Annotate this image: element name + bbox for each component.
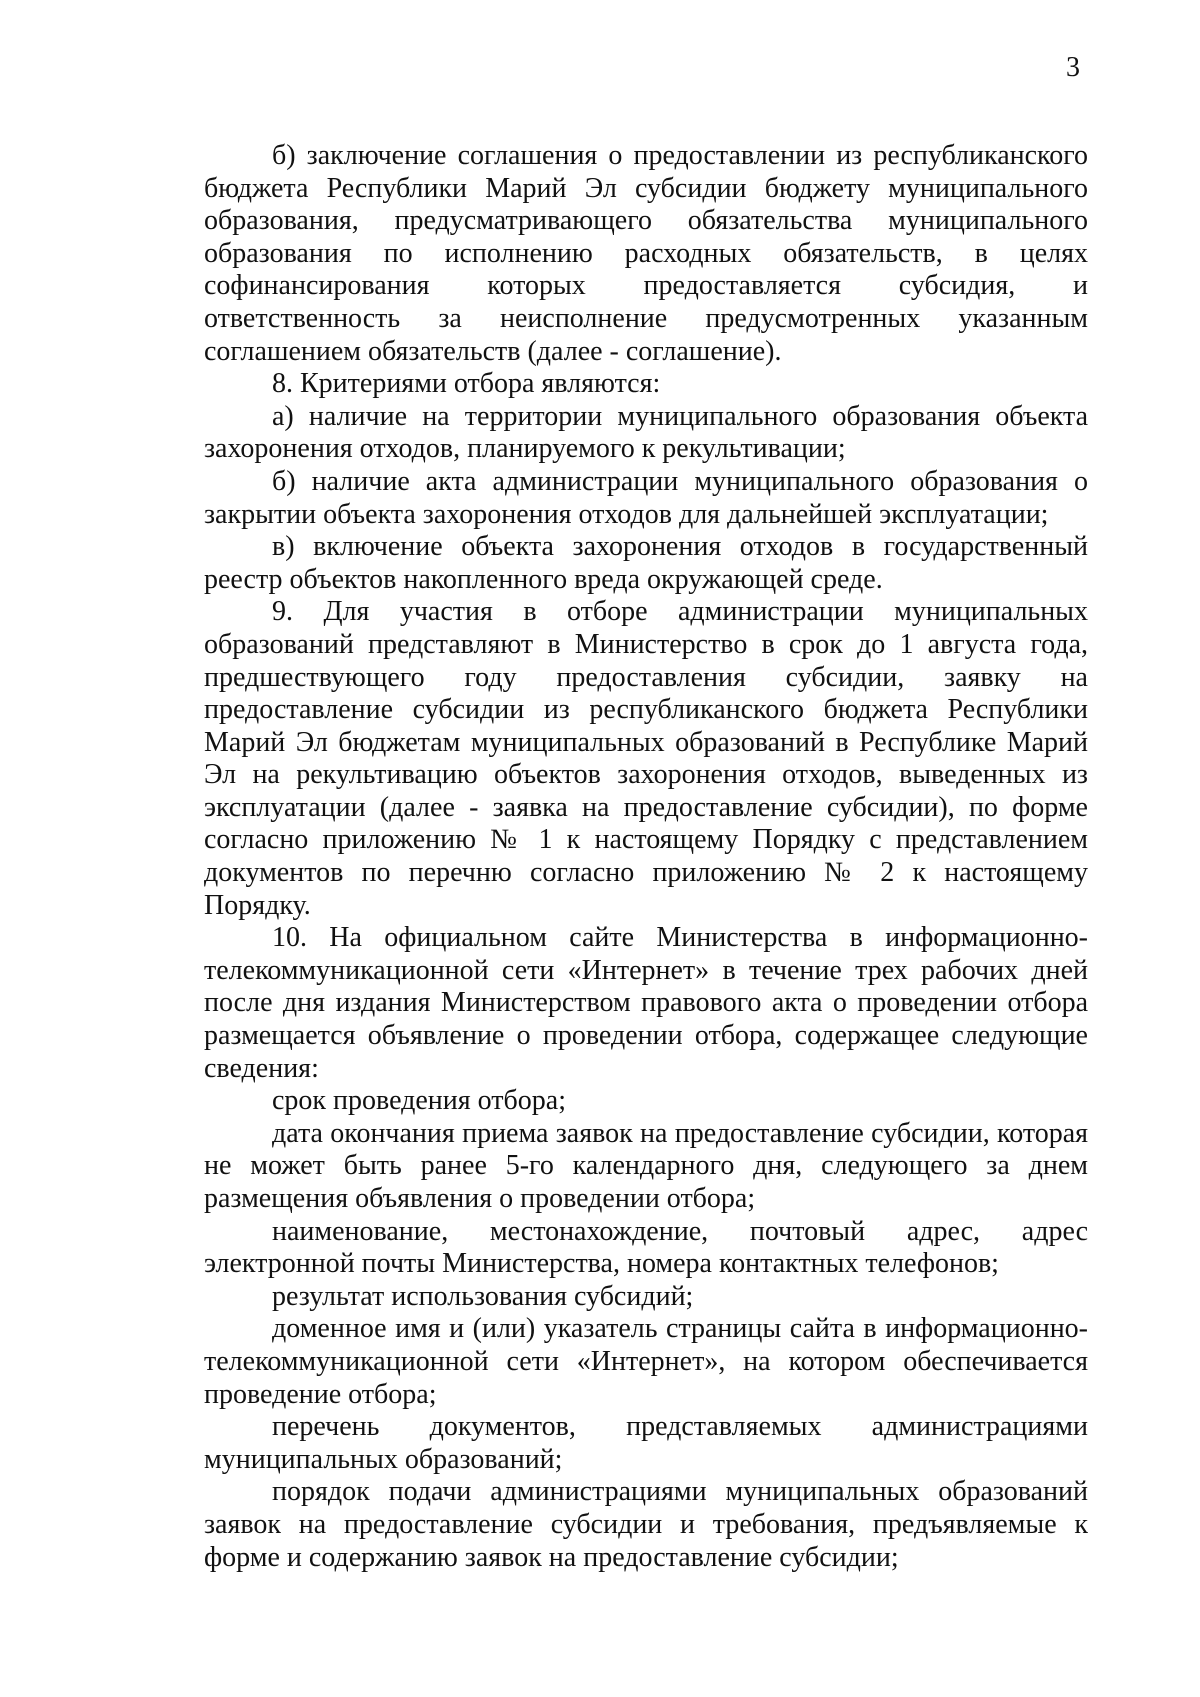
list-item-subsidy-result: результат использования субсидий; (272, 1280, 694, 1312)
paragraph-criterion-b: б) наличие акта администрации муниципального образования о закрытии объекта захоронения отходов для дальнейшей эксплуатации; (204, 465, 1088, 530)
list-item-documents-list: перечень документов, представляемых администрациями муниципальных образований; (204, 1411, 1088, 1475)
paragraph-section-9: 9. Для участия в отборе администрации муниципальных образований представляют в Министерство в срок до 1 августа года, предшествующего году предоставления субсидии, заявку на предоставление субсидии из республиканского бюджета Республики Марий Эл бюджетам муниципальных образований в Республике Марий Эл на рекультивацию объектов захоронения отходов, выведенных из эксплуатации (далее - заявка на предоставление субсидии), по форме согласно приложению № 1 к настоящему Порядку с представлением документов по перечню согласно приложению № 2 к настоящему Порядку. (204, 596, 1088, 921)
list-item-submission-procedure: порядок подачи администрациями муниципальных образований заявок на предоставление субсидии и требования, предъявляемые к форме и содержанию заявок на предоставление субсидии; (204, 1476, 1088, 1573)
paragraph-agreement-conclusion: б) заключение соглашения о предоставлении из республиканского бюджета Республики Марий Эл субсидии бюджету муниципального образования, предусматривающего обязательства муниципального образования по исполнению расходных обязательств, в целях софинансирования которых предоставляется субсидия, и ответственность за неисполнение предусмотренных указанным соглашением обязательств (далее - соглашение). (204, 140, 1088, 367)
paragraph-criterion-a: а) наличие на территории муниципального образования объекта захоронения отходов, планируемого к рекультивации; (204, 400, 1088, 465)
paragraph-section-10: 10. На официальном сайте Министерства в информационно-телекоммуникационной сети «Интернет» в течение трех рабочих дней после дня издания Министерством правового акта о проведении отбора размещается объявление о проведении отбора, содержащее следующие сведения: (204, 922, 1088, 1084)
paragraph-selection-criteria-heading: 8. Критериями отбора являются: (272, 368, 661, 400)
list-item-application-deadline: дата окончания приема заявок на предоставление субсидии, которая не может быть ранее 5-го календарного дня, следующего за днем размещения объявления о проведении отбора; (204, 1117, 1088, 1214)
list-item-selection-period: срок проведения отбора; (272, 1085, 566, 1117)
paragraph-criterion-c: в) включение объекта захоронения отходов в государственный реестр объектов накопленного вреда окружающей среде. (204, 531, 1088, 595)
list-item-ministry-contacts: наименование, местонахождение, почтовый адрес, адрес электронной почты Министерства, номера контактных телефонов; (204, 1215, 1088, 1280)
page-number: 3 (1066, 52, 1080, 83)
document-body (204, 140, 1088, 1574)
list-item-domain-name: доменное имя и (или) указатель страницы сайта в информационно-телекоммуникационной сети «Интернет», на котором обеспечивается проведение отбора; (204, 1313, 1088, 1410)
